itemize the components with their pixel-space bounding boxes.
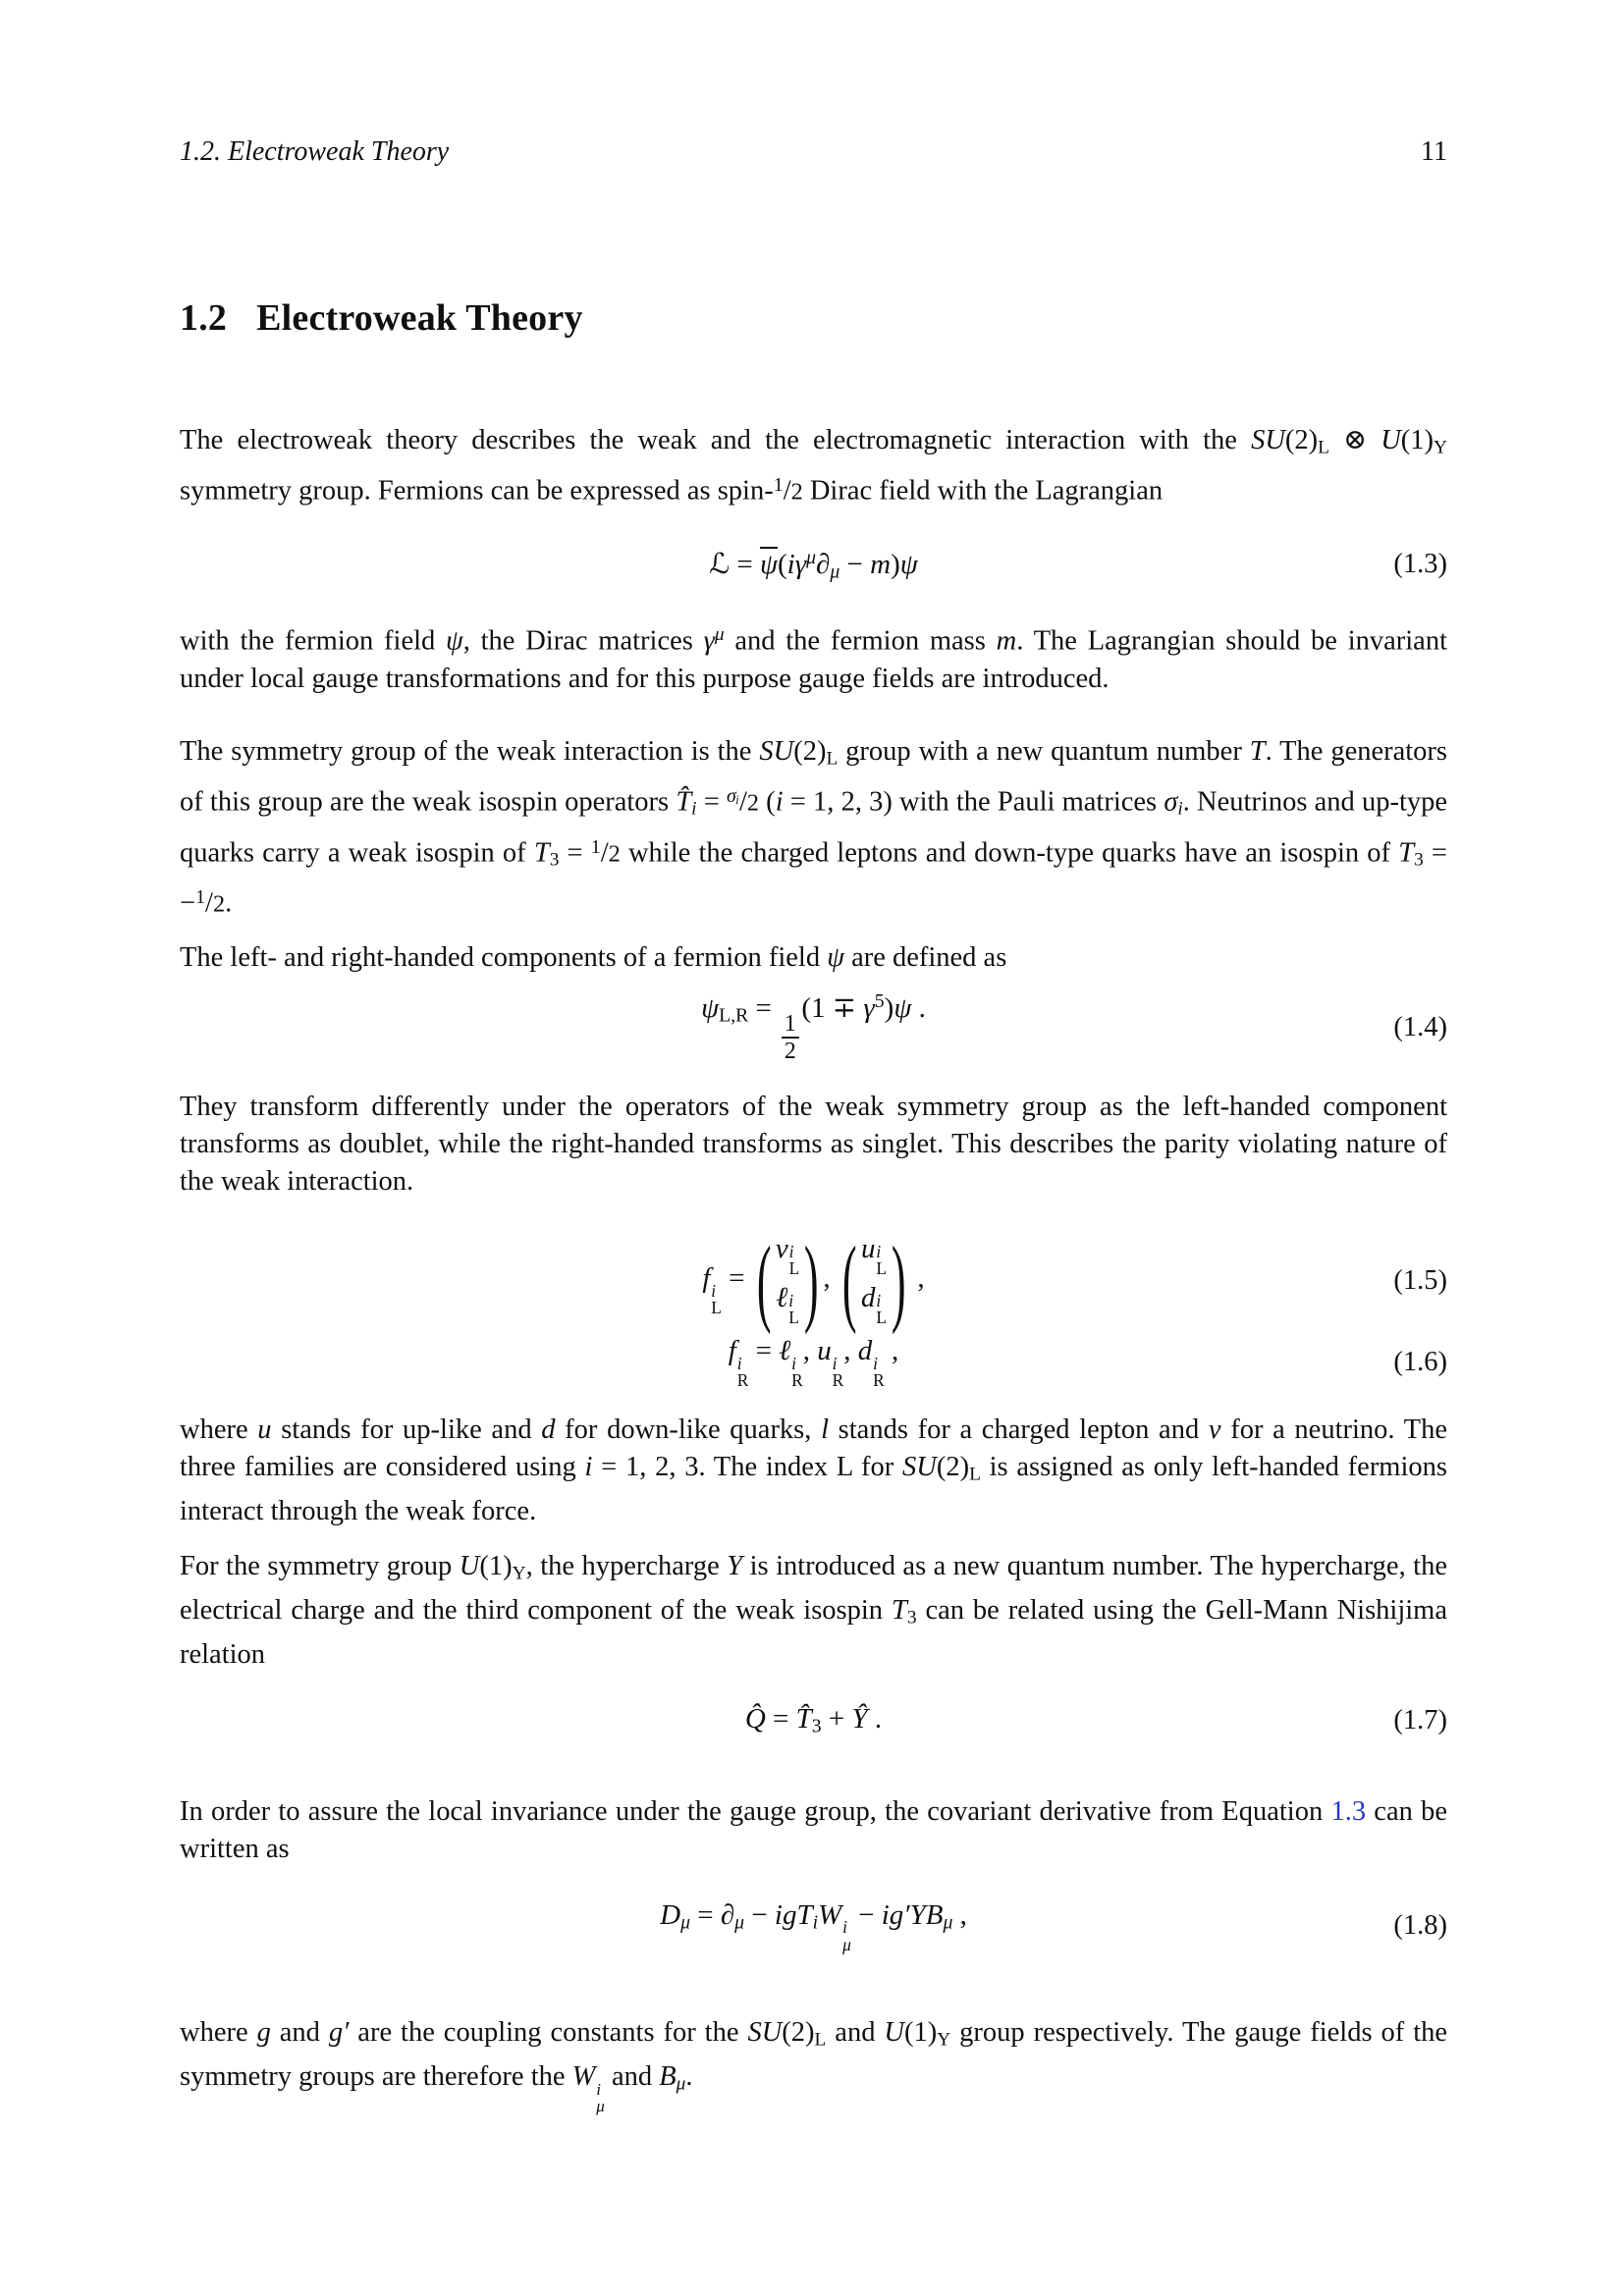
paragraph-transform: They transform differently under the operators of the weak symmetry group as the left-handed component transforms as doublet, while the right-handed transforms as singlet. This describes the parity violating nature of the weak interaction. xyxy=(180,1092,1447,1198)
paragraph-intro: The electroweak theory describes the weak and the electromagnetic interaction with the SU(2)L ⊗ U(1)Y symmetry group. Fermions can be expressed as spin-$^1$/2 Dirac field with the Lagrangian xyxy=(180,425,1447,507)
equation-number: (1.6) xyxy=(1393,1346,1447,1377)
section-number: 1.2 xyxy=(180,297,228,339)
equation-number: (1.4) xyxy=(1393,1011,1447,1042)
equation-body: f i R = ℓ i R , u i R , d i R , xyxy=(728,1335,899,1391)
equation-1-8 xyxy=(180,1899,1447,1953)
right-paren: ) xyxy=(891,1226,906,1335)
equation-1-5 xyxy=(180,1226,1447,1335)
equation-body: ℒ = $\overline{\psi}(i\gamma^\mu\partial\mu - m)\psi$ xyxy=(709,546,918,582)
paragraph-symmetry-group: The symmetry group of the weak interaction is the SU(2)L group with a new quantum number T. The generators of this group are the weak isospin operators T̂i = $^{\sigma ᵢ}$/2 (i = 1, 2, 3) with the Pauli matrices σi. Neutrinos and up-type quarks carry a weak isospin of T3 = $^1$/2 while the charged leptons and down-type quarks have an isospin of T3 = −$^1$/2. xyxy=(180,735,1448,919)
right-paren: ) xyxy=(803,1226,819,1335)
left-paren: ( xyxy=(756,1226,772,1335)
paragraph-hypercharge: For the symmetry group U(1)Y, the hypercharge Y is introduced as a new quantum number. The hypercharge, the electrical charge and the third component of the weak isospin T3 can be related using the Gell-Mann Nishijima relation xyxy=(180,1550,1447,1671)
paragraph-fermion-field: with the fermion field ψ, the Dirac matrices $\gamma^\mu$ and the fermion mass m. The Lagrangian should be invariant under local gauge transformations and for this purpose gauge fields are introduced. xyxy=(180,623,1447,694)
equation-body: Q̂ = T̂3 + Ŷ . xyxy=(744,1703,883,1737)
paragraph-handed-components: The left- and right-handed components of a fermion field ψ are defined as xyxy=(180,941,1007,973)
equation-1-6 xyxy=(180,1335,1447,1389)
equation-ref-link[interactable]: 1.3 xyxy=(1330,1795,1367,1827)
equation-number: (1.7) xyxy=(1393,1705,1447,1735)
paragraph-coupling-constants: where g and g′ are the coupling constants for the SU(2)L and U(1)Y group respectively. The gauge fields of the symmetry groups are therefore the W i μ and Bμ. xyxy=(180,2017,1448,2115)
equation-1-4 xyxy=(180,990,1447,1066)
equation-1-7 xyxy=(180,1703,1447,1737)
page-header xyxy=(180,133,1447,171)
equation-body: f i L = ( ν i L ℓ i L ) , ( u i L d i L ) , xyxy=(702,1226,925,1335)
running-header: 1.2. Electroweak Theory xyxy=(180,136,450,167)
paragraph-quark-lepton: where u stands for up-like and d for down-like quarks, l stands for a charged lepton and ν for a neutrino. The three families are considered using i = 1, 2, 3. The index L for SU(2)L is assigned as only left-handed fermions interact through the weak force. xyxy=(180,1414,1447,1526)
equation-body: ψL,R = $\frac{1}{2}$ $(1 \mp \gamma^5)\psi$ . xyxy=(701,989,926,1065)
left-paren: ( xyxy=(841,1226,857,1335)
section-title: Electroweak Theory xyxy=(256,297,583,339)
equation-body: Dμ = ∂μ − igTiW i μ − ig′YBμ , xyxy=(660,1898,967,1954)
page-number: 11 xyxy=(1421,136,1447,167)
equation-number: (1.3) xyxy=(1393,549,1447,580)
equation-number: (1.5) xyxy=(1393,1264,1447,1296)
paragraph-covariant-derivative: In order to assure the local invariance under the gauge group, the covariant derivative from Equation 1.3 can be written as xyxy=(180,1795,1447,1864)
equation-number: (1.8) xyxy=(1393,1910,1447,1942)
equation-1-3 xyxy=(180,547,1447,583)
section-heading xyxy=(180,296,1447,340)
